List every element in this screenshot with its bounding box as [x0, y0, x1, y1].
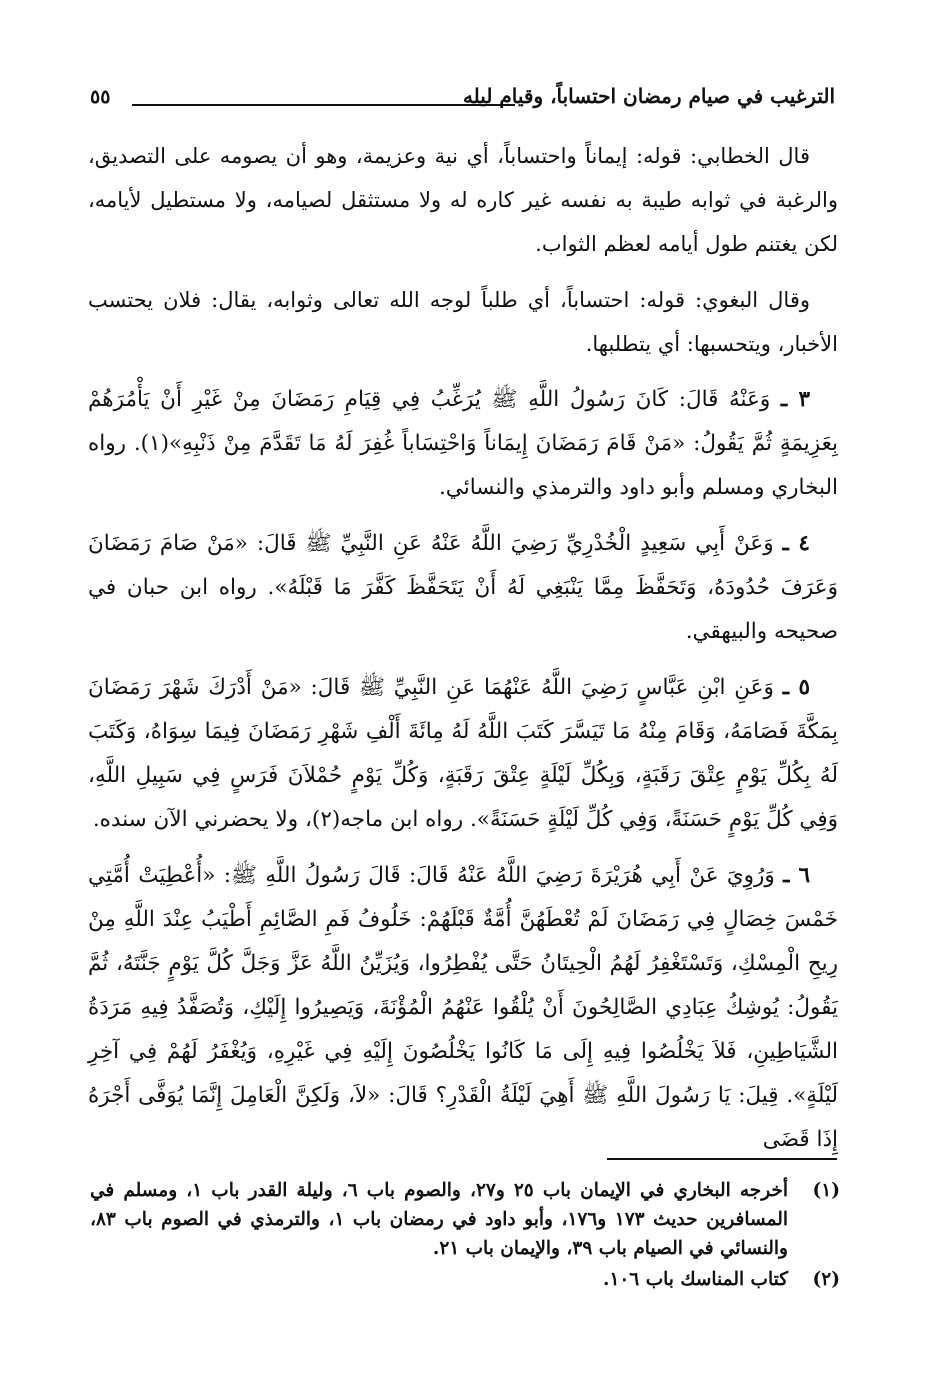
- hadith-6: [88, 854, 838, 1162]
- footnote-marker: (٢): [812, 1269, 840, 1290]
- hadith-text: وَرُوِيَ عَنْ أَبِي هُرَيْرَةَ رَضِيَ اللَّهُ عَنْهُ قَالَ: قَالَ رَسُولُ اللَّهِ ﷺ: «أُعْطِيَتْ أُمَّتِي خَمْسَ خِصَالٍ فِي رَمَضَانَ لَمْ تُعْطَهُنَّ أُمَّةٌ قَبْلَهُمْ: خَلُوفُ فَمِ الصَّائِمِ أَطْيَبُ عِنْدَ اللَّهِ مِنْ رِيحِ الْمِسْكِ، وَتَسْتَغْفِرُ لَهُمُ الْحِيتَانُ حَتَّى يُفْطِرُوا، وَيُزَيِّنُ اللَّهُ عَزَّ وَجَلَّ كُلَّ يَوْمٍ جَنَّتَهُ، ثُمَّ يَقُولُ: يُوشِكُ عِبَادِي الصَّالِحُونَ أَنْ يُلْقُوا عَنْهُمُ الْمُؤْنَةَ، وَيَصِيرُوا إِلَيْكِ، وَتُصَفَّدُ فِيهِ مَرَدَةُ الشَّيَاطِينِ، فَلاَ يَخْلُصُوا فِيهِ إِلَى مَا كَانُوا يَخْلُصُونَ إِلَيْهِ فِي غَيْرِهِ، وَيُغْفَرُ لَهُمْ فِي آخِرِ لَيْلَةٍ». قِيلَ: يَا رَسُولَ اللَّهِ ﷺ أَهِيَ لَيْلَةُ الْقَدْرِ؟ قَالَ: «لاَ، وَلَكِنَّ الْعَامِلَ إِنَّمَا يُوَفَّى أَجْرَهُ إِذَا قَضَى: [88, 863, 838, 1152]
- header-title: الترغيب في صيام رمضان احتساباً، وقيام ليله: [462, 84, 835, 108]
- running-header: [90, 78, 835, 118]
- hadith-number: ٤ ـ: [782, 531, 810, 556]
- footnote-marker: (١): [812, 1180, 840, 1201]
- hadith-5: [88, 666, 838, 842]
- hadith-number: ٦ ـ: [783, 863, 810, 888]
- hadith-number: ٣ ـ: [780, 387, 810, 412]
- footnote-text: أخرجه البخاري في الإيمان باب ٢٥ و٢٧، والصوم باب ٦، وليلة القدر باب ١، ومسلم في المسافرين حديث ١٧٣ و١٧٦، وأبو داود في رمضان باب ١، والترمذي في الصوم باب ٨٣، والنسائي في الصيام باب ٣٩، والإيمان باب ٢١.: [90, 1180, 789, 1259]
- page-number: ٥٥: [90, 86, 111, 108]
- hadith-text: وَعَنْهُ قَالَ: كَانَ رَسُولُ اللَّهِ ﷺ يُرَغِّبُ فِي قِيَامِ رَمَضَانَ مِنْ غَيْرِ أَنْ يَأْمُرَهُمْ بِعَزِيمَةٍ ثُمَّ يَقُولُ: «مَنْ قَامَ رَمَضَانَ إِيمَاناً وَاحْتِسَاباً غُفِرَ لَهُ مَا تَقَدَّمَ مِنْ ذَنْبِهِ»(١). رواه البخاري ومسلم وأبو داود والترمذي والنسائي.: [88, 387, 838, 500]
- footnotes: [90, 1176, 840, 1296]
- paragraph-baghawi: وقال البغوي: قوله: احتساباً، أي طلباً لوجه الله تعالى وثوابه، يقال: فلان يحتسب الأخبار، ويتحسبها: أي يتطلبها.: [88, 288, 838, 356]
- footnote-divider: [607, 1158, 837, 1160]
- main-text: [88, 134, 838, 1174]
- hadith-number: ٥ ـ: [782, 675, 810, 700]
- hadith-3: [88, 378, 838, 510]
- footnote-2: [90, 1265, 840, 1294]
- hadith-text: وَعَنْ أَبِي سَعِيدٍ الْخُدْرِيِّ رَضِيَ اللَّهُ عَنْهُ عَنِ النَّبِيِّ ﷺ قَالَ: «مَنْ صَامَ رَمَضَانَ وَعَرَفَ حُدُودَهُ، وَتَحَفَّظَ مِمَّا يَنْبَغِي لَهُ أَنْ يَتَحَفَّظَ كَفَّرَ مَا قَبْلَهُ». رواه ابن حبان في صحيحه والبيهقي.: [88, 531, 838, 644]
- header-rule: [132, 104, 515, 106]
- hadith-4: [88, 522, 838, 654]
- hadith-text: وَعَنِ ابْنِ عَبَّاسٍ رَضِيَ اللَّهُ عَنْهُمَا عَنِ النَّبِيِّ ﷺ قَالَ: «مَنْ أَدْرَكَ شَهْرَ رَمَضَانَ بِمَكَّةَ فَصَامَهُ، وَقَامَ مِنْهُ مَا تَيَسَّرَ كَتَبَ اللَّهُ لَهُ مِائَةَ أَلْفِ شَهْرِ رَمَضَانَ فِيمَا سِوَاهُ، وَكَتَبَ لَهُ بِكُلِّ يَوْمٍ عِتْقَ رَقَبَةٍ، وَبِكُلِّ لَيْلَةٍ عِتْقَ رَقَبَةٍ، وَكُلِّ يَوْمٍ حُمْلاَنَ فَرَسٍ فِي سَبِيلِ اللَّهِ، وَفِي كُلِّ يَوْمٍ حَسَنَةً، وَفِي كُلِّ لَيْلَةٍ حَسَنَةً». رواه ابن ماجه(٢)، ولا يحضرني الآن سنده.: [88, 675, 838, 832]
- paragraph-khattabi: قال الخطابي: قوله: إيماناً واحتساباً، أي نية وعزيمة، وهو أن يصومه على التصديق، والرغبة في ثوابه طيبة به نفسه غير كاره له ولا مستثقل لصيامه، ولا مستطيل لأيامه، لكن يغتنم طول أيامه لعظم الثواب.: [88, 144, 838, 256]
- footnote-1: [90, 1176, 840, 1263]
- footnote-text: كتاب المناسك باب ١٠٦.: [602, 1269, 788, 1290]
